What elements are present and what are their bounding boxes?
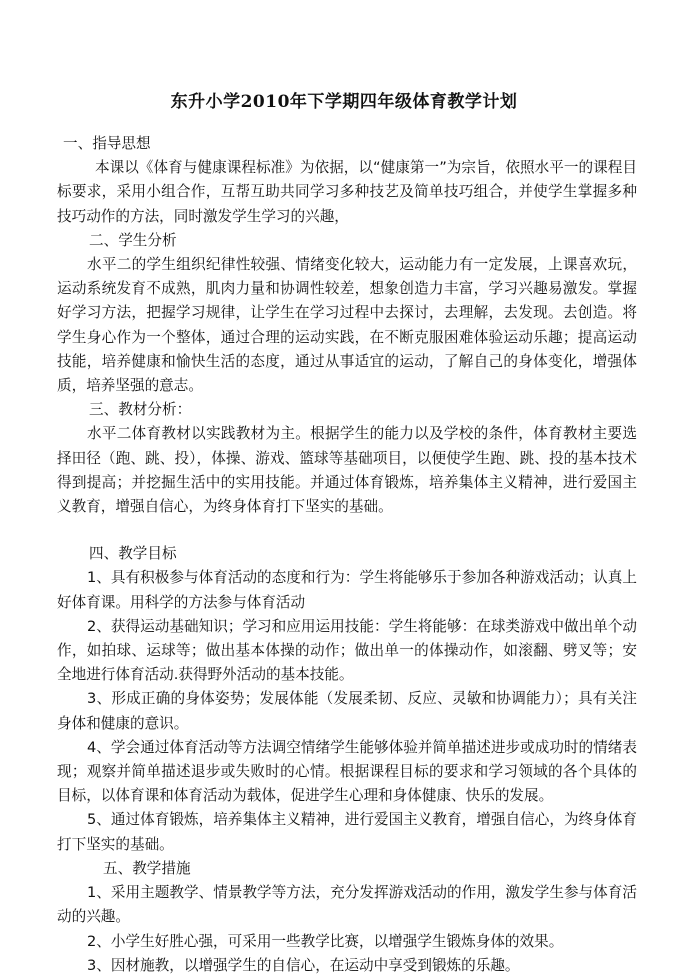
goal-item-3: 3、形成正确的身体姿势；发展体能（发展柔韧、反应、灵敏和协调能力）；具有关注身体和健康的意识。: [57, 690, 637, 732]
document-body: [57, 132, 637, 978]
goal-item-4: 4、学会通过体育活动等方法调空情绪学生能够体验并简单描述进步或成功时的情绪表现；观察并简单描述退步或失败时的心情。根据课程目标的要求和学习领域的各个具体的目标，以体育课和体育活动为载体，促进学生心理和身体健康、快乐的发展。: [57, 738, 637, 805]
goal-item-5: 5、通过体育锻炼，培养集体主义精神，进行爱国主义教育，增强自信心，为终身体育打下坚实的基础。: [57, 811, 637, 853]
blank-line: [57, 519, 637, 542]
measure-item-3: 3、因材施教，以增强学生的自信心，在运动中享受到锻炼的乐趣。: [87, 956, 520, 974]
section-heading-material-analysis: 三、教材分析：: [89, 401, 192, 419]
section-heading-teaching-goals: 四、教学目标: [89, 545, 177, 563]
section-heading-student-analysis: 二、学生分析: [89, 231, 177, 249]
section-heading-teaching-measures: 五、教学措施: [103, 859, 191, 877]
paragraph-guiding-thought: 本课以《体育与健康课程标准》为依据，以“健康第一”为宗旨，依照水平一的课程目 标要求，采用小组合作，互帮互助共同学习多种技艺及简单技巧组合，并使学生掌握多种技巧动作的方法，同时激发学生学习的兴趣，: [57, 159, 637, 225]
paragraph-material-analysis: 水平二体育教材以实践教材为主。根据学生的能力以及学校的条件，体育教材主要选择田径（跑、跳、投），体操、游戏、篮球等基础项目，以便使学生跑、跳、投的基本技术得到提高；并挖掘生活中的实用技能。并通过体育锻炼，培养集体主义精神，进行爱国主义教育，增强自信心，为终身体育打下坚实的基础。: [57, 425, 637, 516]
section-heading-guiding-thought: 一、指导思想: [63, 135, 151, 152]
goal-item-1: 1、具有积极参与体育活动的态度和行为：学生将能够乐于参加各种游戏活动；认真上好体育课。用科学的方法参与体育活动: [57, 569, 637, 611]
paragraph-student-analysis: 水平二的学生组织纪律性较强、情绪变化较大，运动能力有一定发展，上课喜欢玩，运动系统发育不成熟，肌肉力量和协调性较差，想象创造力丰富，学习兴趣易激发。掌握好学习方法，把握学习规律，让学生在学习过程中去探讨，去理解，去发现。去创造。将学生身心作为一个整体，通过合理的运动实践，在不断克服困难体验运动乐趣；提高运动技能，培养健康和愉快生活的态度，通过从事适宜的运动，了解自己的身体变化，增强体质，培养坚强的意志。: [57, 256, 637, 395]
measure-item-1: 1、采用主题教学、情景教学等方法，充分发挥游戏活动的作用，激发学生参与体育活动的兴趣。: [57, 884, 637, 926]
page-title: 东升小学2010年下学期四年级体育教学计划: [170, 92, 518, 112]
measure-item-2: 2、小学生好胜心强，可采用一些教学比赛，以增强学生锻炼身体的效果。: [87, 932, 564, 950]
goal-item-2: 2、获得运动基础知识；学习和应用运用技能：学生将能够：在球类游戏中做出单个动作，如拍球、运球等；做出基本体操的动作；做出单一的体操动作，如滚翻、劈叉等；安全地进行体育活动.获得野外活动的基本技能。: [57, 617, 637, 684]
